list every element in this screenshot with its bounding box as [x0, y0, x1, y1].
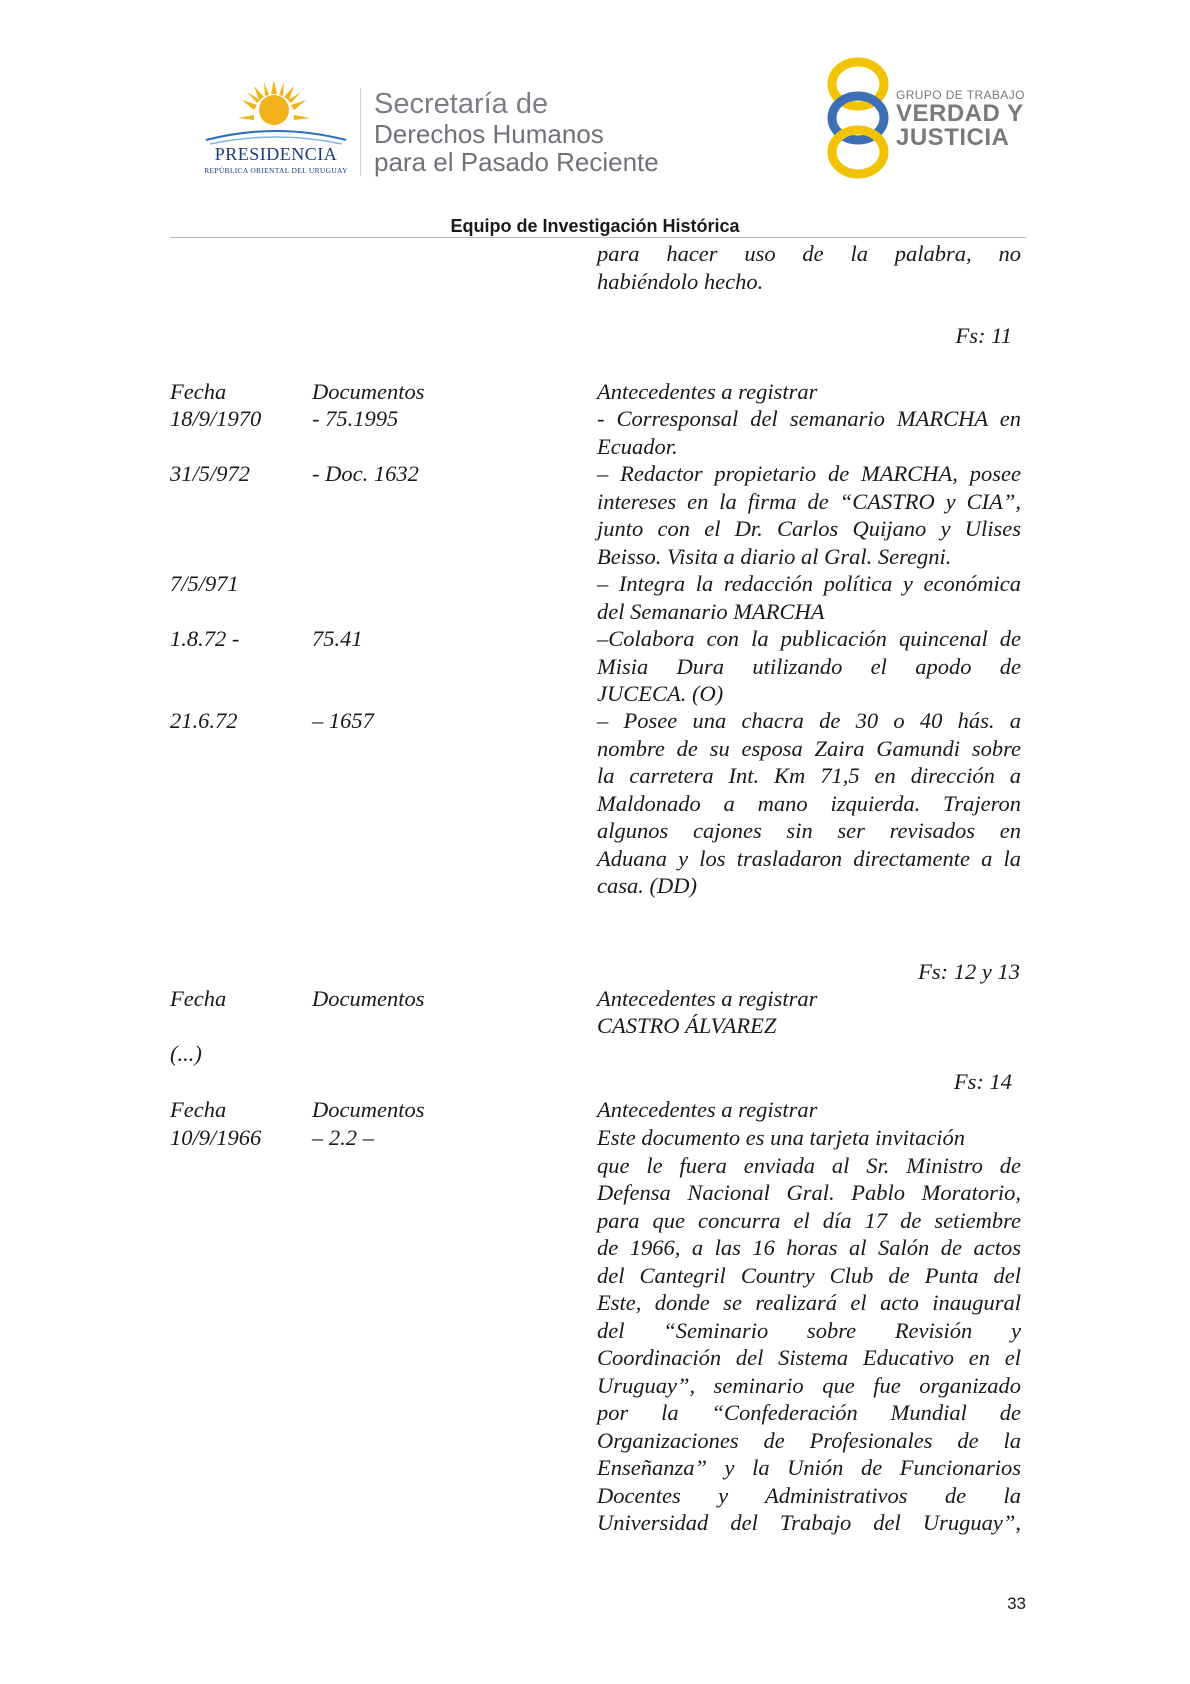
column-header-antecedentes: Antecedentes a registrar: [597, 1097, 818, 1122]
page-header: [0, 0, 1190, 240]
row-antecedente: [597, 1124, 1021, 1537]
text-line: Uruguay”, seminario que fue organizado: [597, 1372, 1021, 1398]
text-line: Beisso. Visita a diario al Gral. Seregni.: [597, 543, 952, 569]
person-name: CASTRO ÁLVAREZ: [597, 1013, 777, 1038]
row-fecha: 18/9/1970: [170, 406, 262, 431]
text-line: Maldonado a mano izquierda. Trajeron: [597, 790, 1021, 816]
text-line: casa. (DD): [597, 873, 697, 898]
row-antecedente: [597, 707, 1021, 900]
text-line: la carretera Int. Km 71,5 en dirección a: [597, 763, 1021, 788]
row-documento: - Doc. 1632: [312, 461, 419, 486]
intro-paragraph: [597, 240, 1021, 295]
column-header-fecha: Fecha: [170, 379, 227, 404]
text-line: Misia Dura utilizando el apodo de: [597, 653, 1021, 679]
text-line: – Redactor propietario de MARCHA, posee: [597, 461, 1021, 486]
text-line: - Corresponsal del semanario MARCHA en: [597, 406, 1021, 431]
row-fecha: 31/5/972: [170, 461, 251, 486]
row-antecedente: [597, 405, 1021, 460]
text-line: para que concurra el día 17 de setiembre: [597, 1207, 1021, 1233]
folio-label: Fs: 14: [953, 1069, 1012, 1094]
grupo-label: GRUPO DE TRABAJO: [896, 88, 1025, 102]
ellipsis-marker: (...): [170, 1041, 202, 1066]
folio-label: Fs: 12 y 13: [918, 959, 1020, 984]
verdad-justicia-wordmark: [896, 88, 1025, 150]
column-header-fecha: Fecha: [170, 986, 227, 1011]
text-line: habiéndolo hecho.: [597, 268, 764, 294]
text-line: del Semanario MARCHA: [597, 598, 825, 624]
row-fecha: 21.6.72: [170, 708, 238, 733]
text-line: para hacer uso de la palabra, no: [597, 241, 1021, 266]
text-line: intereses en la firma de “CASTRO y CIA”,: [597, 488, 1021, 514]
secretaria-logo: [374, 88, 714, 176]
text-line: Ecuador.: [597, 433, 678, 459]
column-header-antecedentes: Antecedentes a registrar: [597, 379, 818, 404]
row-documento: 75.41: [312, 626, 363, 651]
row-fecha: 10/9/1966: [170, 1125, 262, 1150]
text-line: por la “Confederación Mundial de: [597, 1400, 1021, 1425]
row-documento: - 75.1995: [312, 406, 399, 431]
text-line: junto con el Dr. Carlos Quijano y Ulises: [597, 516, 1021, 541]
text-line: Organizaciones de Profesionales de la: [597, 1427, 1021, 1453]
row-antecedente: [597, 625, 1021, 708]
row-documento: – 2.2 –: [312, 1125, 374, 1150]
text-line: Coordinación del Sistema Educativo en el: [597, 1345, 1021, 1370]
text-line: Este, donde se realizará el acto inaugural: [597, 1290, 1021, 1315]
column-header-documentos: Documentos: [312, 379, 425, 404]
text-line: – Integra la redacción política y económica: [597, 571, 1021, 596]
text-line: del Cantegril Country Club de Punta del: [597, 1262, 1021, 1288]
text-line: JUCECA. (O): [597, 681, 724, 706]
text-line: – Posee una chacra de 30 o 40 hás. a: [597, 708, 1021, 733]
row-antecedente: [597, 460, 1021, 570]
presidencia-subtitle: REPÚBLICA ORIENTAL DEL URUGUAY: [204, 166, 348, 175]
folio-label: Fs: 11: [955, 323, 1012, 348]
grupo-line-2: JUSTICIA: [896, 124, 1010, 151]
text-line: de 1966, a las 16 horas al Salón de actos: [597, 1235, 1021, 1260]
text-line: algunos cajones sin ser revisados en: [597, 818, 1021, 843]
secretaria-line-3: para el Pasado Reciente: [374, 147, 659, 177]
logo-divider: [360, 88, 361, 176]
column-header-antecedentes: Antecedentes a registrar: [597, 986, 818, 1011]
presidencia-name: PRESIDENCIA: [214, 144, 338, 164]
header-rule: [170, 237, 1026, 238]
grupo-line-1: VERDAD Y: [896, 100, 1024, 127]
row-fecha: 1.8.72 -: [170, 626, 240, 651]
text-line: nombre de su esposa Zaira Gamundi sobre: [597, 735, 1021, 761]
verdad-justicia-rings-icon: [824, 56, 896, 180]
presidencia-logo: [196, 78, 356, 178]
text-line: Universidad del Trabajo del Uruguay”,: [597, 1510, 1021, 1535]
text-line: Enseñanza” y la Unión de Funcionarios: [597, 1455, 1021, 1480]
text-line: Aduana y los trasladaron directamente a la: [597, 845, 1021, 871]
row-antecedente: [597, 570, 1021, 625]
column-header-fecha: Fecha: [170, 1097, 227, 1122]
team-title: Equipo de Investigación Histórica: [450, 216, 740, 236]
row-documento: – 1657: [312, 708, 374, 733]
text-line: –Colabora con la publicación quincenal de: [597, 626, 1021, 651]
secretaria-line-2: Derechos Humanos: [374, 119, 604, 149]
text-line: que le fuera enviada al Sr. Ministro de: [597, 1152, 1021, 1178]
text-line: Este documento es una tarjeta invitación: [597, 1125, 966, 1150]
page-number: 33: [1007, 1594, 1026, 1613]
column-header-documentos: Documentos: [312, 1097, 425, 1122]
column-header-documentos: Documentos: [312, 986, 425, 1011]
row-fecha: 7/5/971: [170, 571, 239, 596]
text-line: del “Seminario sobre Revisión y: [597, 1317, 1021, 1343]
text-line: Defensa Nacional Gral. Pablo Moratorio,: [597, 1180, 1021, 1205]
secretaria-line-1: Secretaría de: [374, 88, 549, 120]
text-line: Docentes y Administrativos de la: [597, 1482, 1021, 1508]
